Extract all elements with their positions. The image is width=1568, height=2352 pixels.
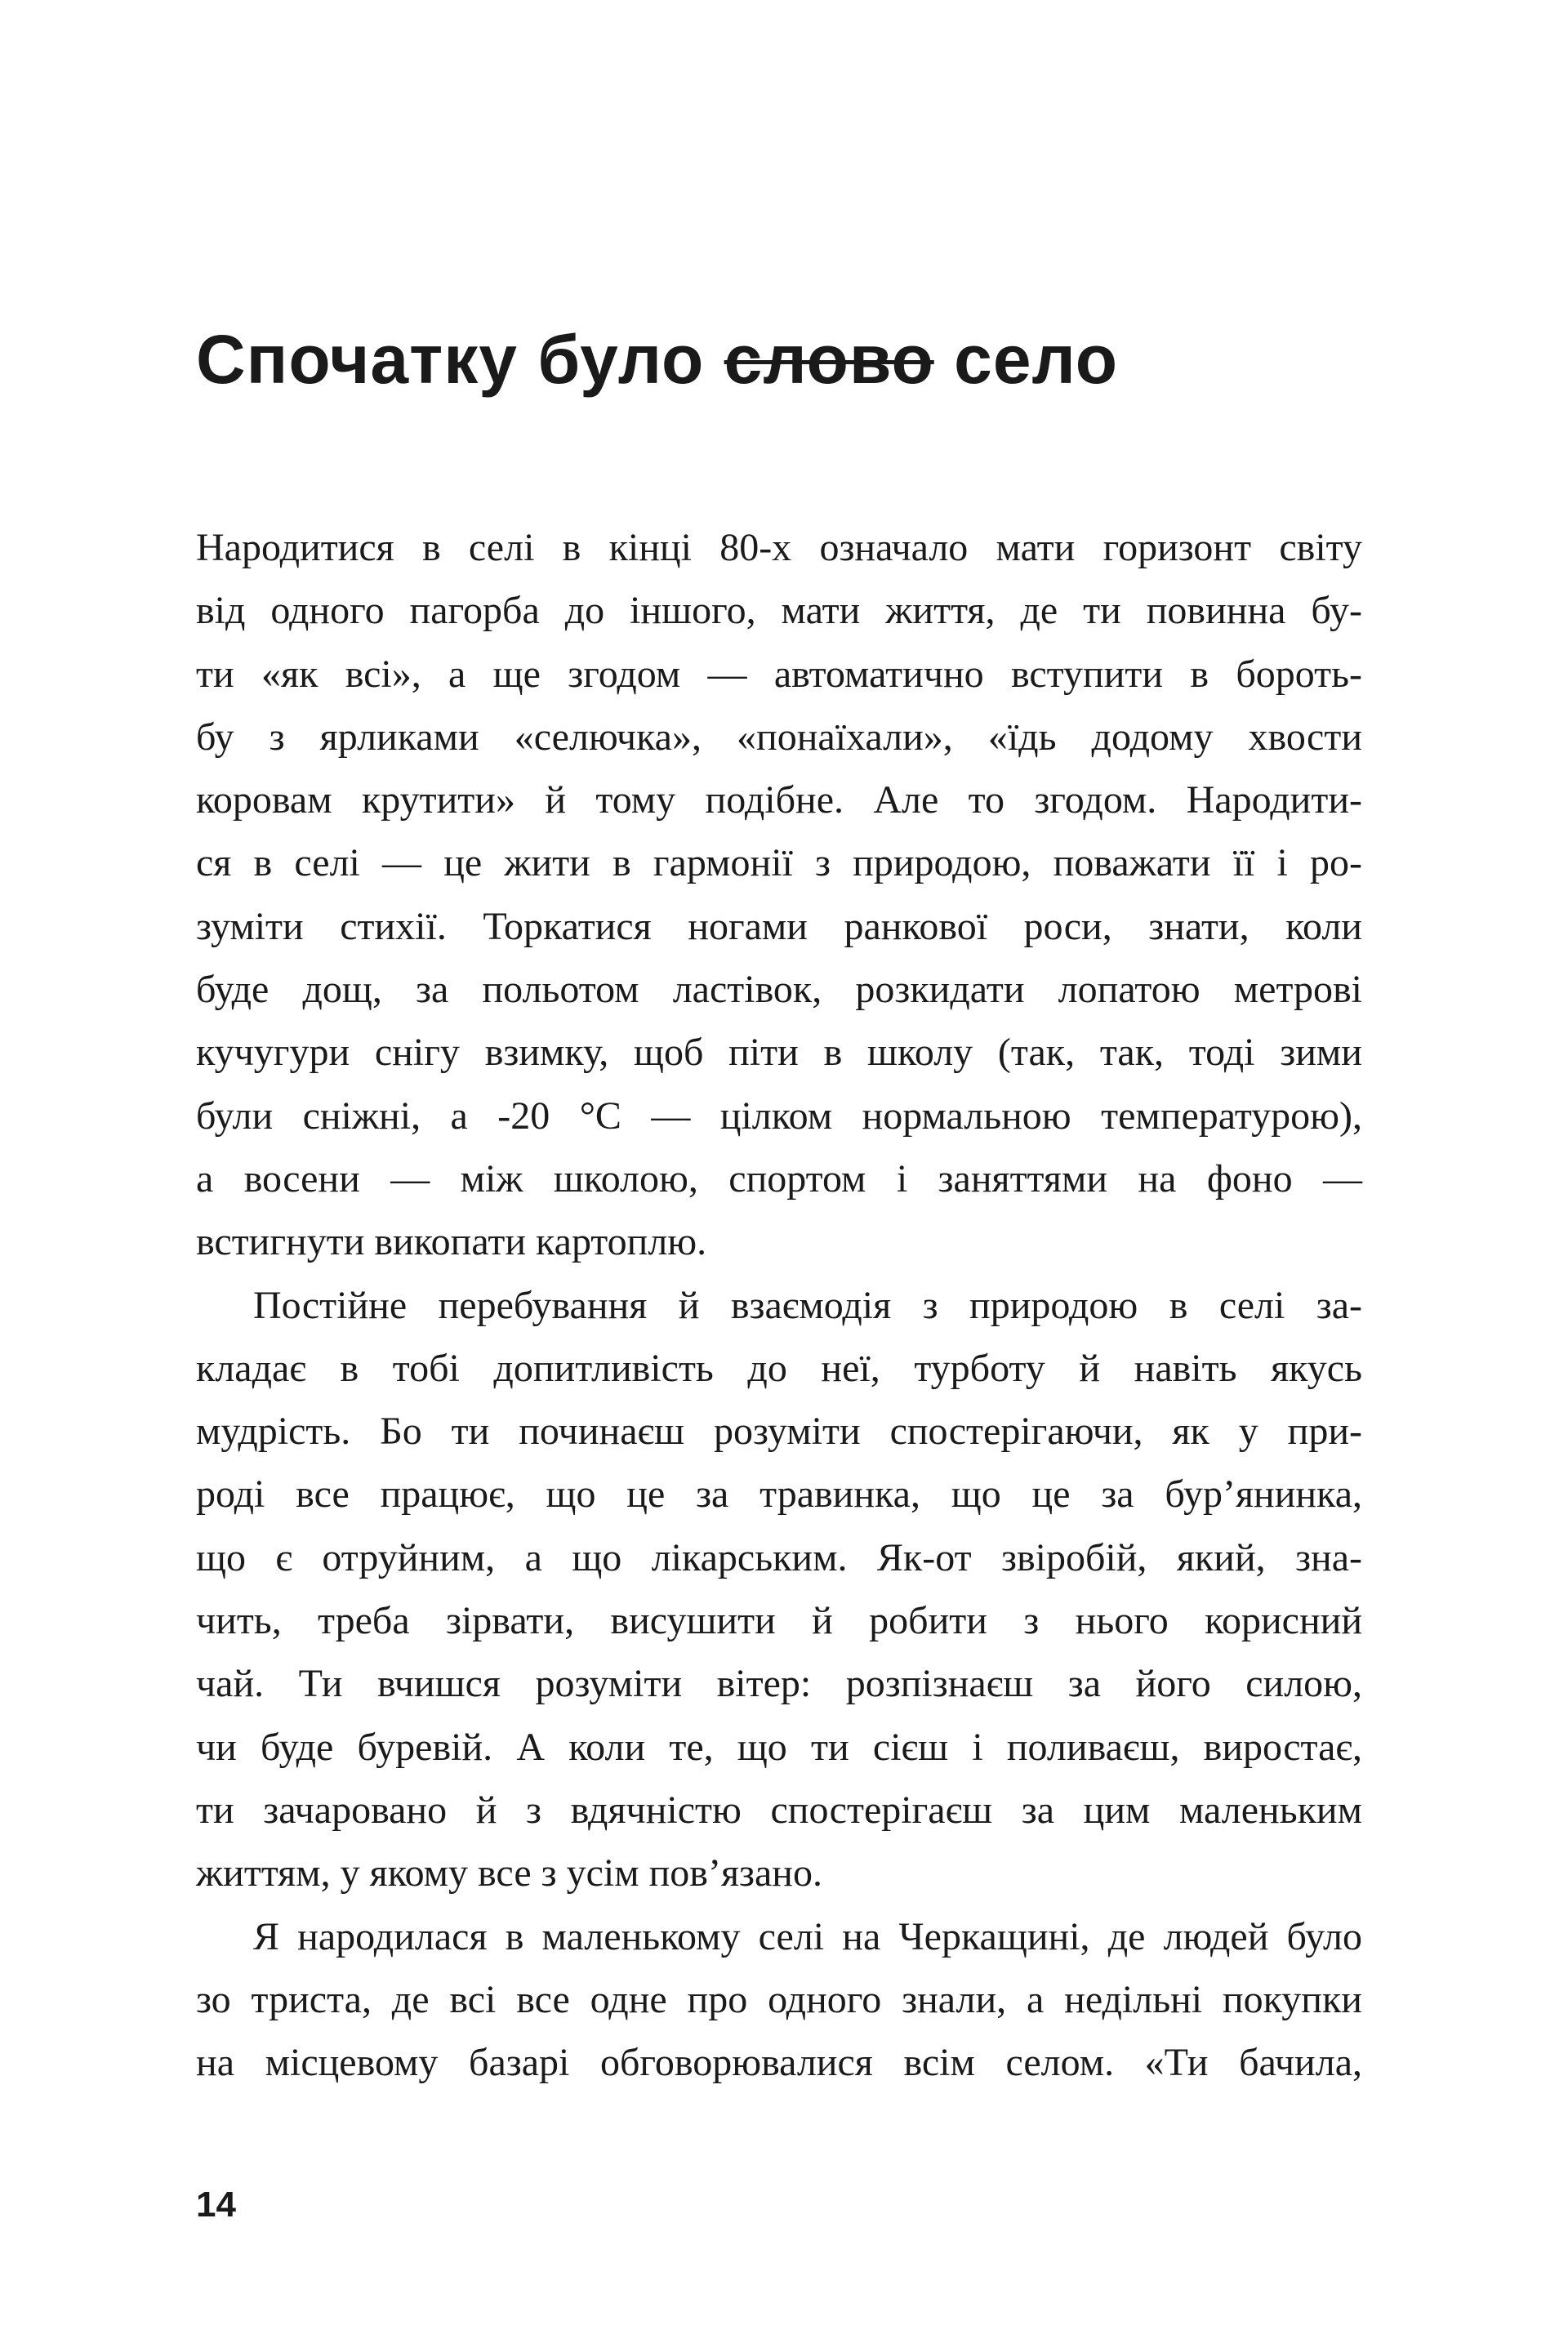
text-line: мудрість. Бо ти починаєш розуміти спостерігаючи, як у при- [196, 1410, 1362, 1454]
paragraph [196, 516, 1362, 1274]
body-text [196, 516, 1362, 2094]
title-start: Спочатку було [196, 321, 705, 398]
text-line: чи буде буревій. А коли те, що ти сієш і поливаєш, виростає, [196, 1725, 1362, 1769]
text-line: зо триста, де всі все одне про одного знали, а недільні покупки [196, 1977, 1362, 2021]
text-line: життям, у якому все з усім пов’язано. [196, 1851, 822, 1895]
text-line: коровам крутити» й тому подібне. Але то згодом. Народити- [196, 778, 1362, 822]
text-line: ся в селі — це жити в гармонії з природою, поважати її і ро- [196, 841, 1362, 885]
text-line: кучугури снігу взимку, щоб піти в школу (так, так, тоді зими [196, 1031, 1362, 1075]
text-line: ти зачаровано й з вдячністю спостерігаєш за цим маленьким [196, 1788, 1362, 1832]
text-line: на місцевому базарі обговорювалися всім селом. «Ти бачила, [196, 2041, 1362, 2085]
text-line: роді все працює, що це за травинка, що це за бур’янинка, [196, 1472, 1362, 1517]
text-line: встигнути викопати картоплю. [196, 1220, 707, 1264]
paragraph [196, 1274, 1362, 1905]
text-line: чай. Ти вчишся розуміти вітер: розпізнаєш за його силою, [196, 1662, 1362, 1706]
text-line: буде дощ, за польотом ластівок, розкидати лопатою метрові [196, 968, 1362, 1012]
text-line: кладає в тобі допитливість до неї, турботу й навіть якусь [196, 1346, 1362, 1390]
text-line: були сніжні, а -20 °C — цілком нормальною температурою), [196, 1094, 1362, 1138]
text-line: бу з ярликами «селючка», «понаїхали», «їдь додому хвости [196, 715, 1362, 759]
text-line: Народитися в селі в кінці 80-х означало мати горизонт світу [196, 526, 1362, 569]
title-end: село [954, 321, 1119, 398]
text-line: що є отруйним, а що лікарським. Як-от звіробій, який, зна- [196, 1535, 1362, 1579]
text-line: від одного пагорба до іншого, мати життя, де ти повинна бу- [196, 589, 1362, 633]
chapter-title [196, 318, 1118, 400]
paragraph [196, 1905, 1362, 2095]
text-line: чить, треба зірвати, висушити й робити з нього корисний [196, 1599, 1362, 1643]
title-struck-word: слово [724, 321, 934, 398]
text-line: а восени — між школою, спортом і заняттями на фоно — [196, 1156, 1362, 1200]
text-line: зуміти стихії. Торкатися ногами ранкової роси, знати, коли [196, 904, 1362, 948]
text-line: Постійне перебування й взаємодія з природою в селі за- [253, 1283, 1362, 1327]
text-line: ти «як всі», а ще згодом — автоматично вступити в бороть- [196, 652, 1362, 696]
page-number: 14 [196, 2185, 236, 2225]
text-line: Я народилася в маленькому селі на Черкащині, де людей було [253, 1914, 1362, 1958]
